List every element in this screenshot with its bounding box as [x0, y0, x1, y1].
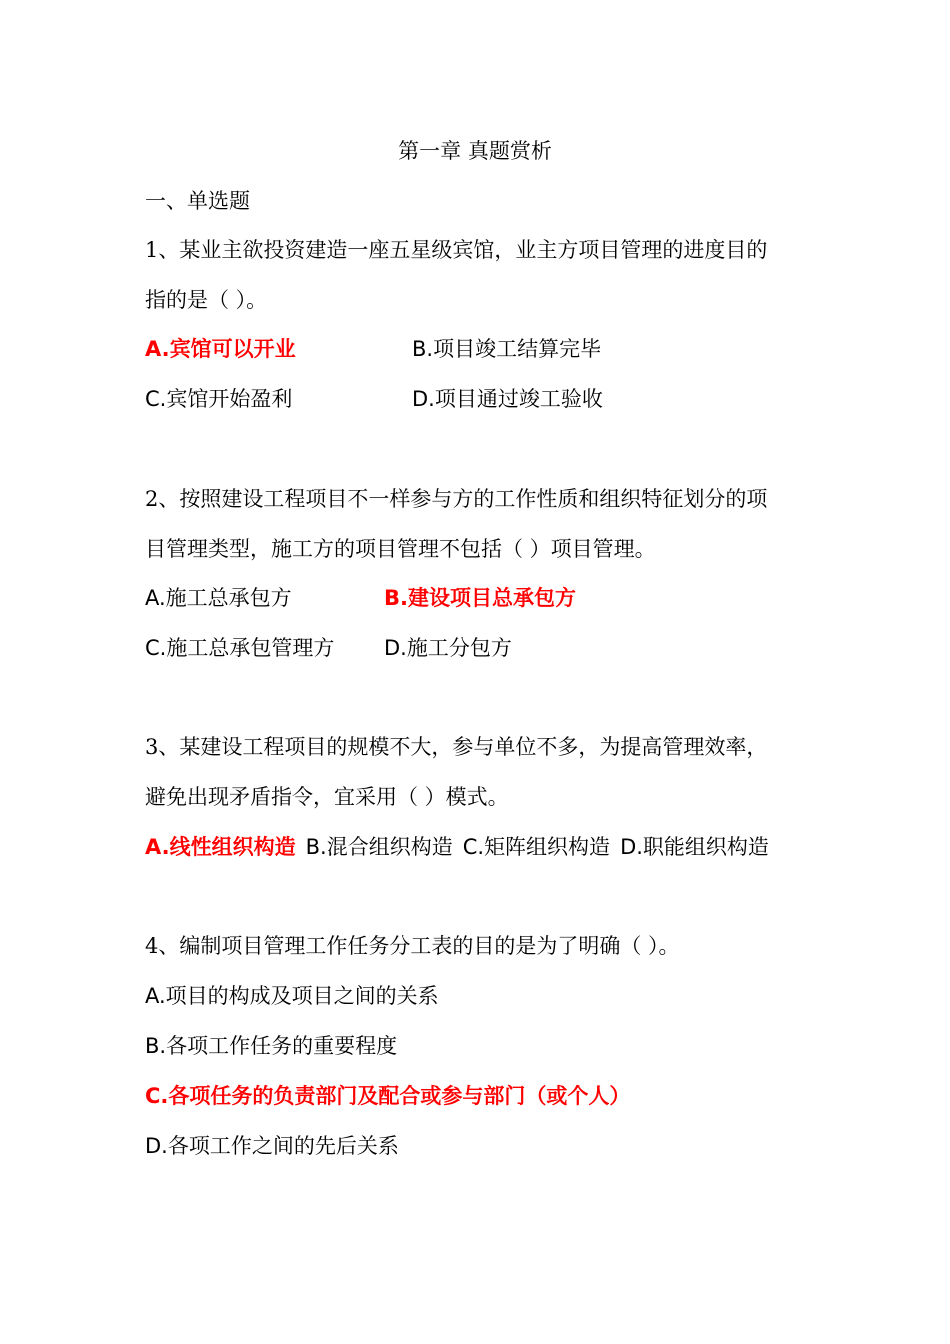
question-3-option-b: B.混合组织构造 — [305, 835, 453, 859]
question-4-option-b: B.各项工作任务的重要程度 — [145, 1034, 398, 1058]
question-4-option-a: A.项目的构成及项目之间的关系 — [145, 984, 439, 1008]
question-2-stem-line-2: 目管理类型，施工方的项目管理不包括（ ）项目管理。 — [145, 537, 656, 561]
question-2-option-d: D.施工分包方 — [384, 636, 512, 660]
section-heading: 一、单选题 — [145, 189, 250, 213]
question-4-option-d: D.各项工作之间的先后关系 — [145, 1134, 399, 1158]
question-2-option-a: A.施工总承包方 — [145, 586, 292, 610]
question-3-option-c: C.矩阵组织构造 — [462, 835, 611, 859]
question-3-options-row — [145, 832, 769, 862]
question-1-option-d: D.项目通过竣工验收 — [412, 387, 603, 411]
question-3-stem-line-1: 3、某建设工程项目的规模不大，参与单位不多，为提高管理效率， — [145, 735, 768, 759]
question-3-option-d: D.职能组织构造 — [620, 835, 769, 859]
question-2-option-b: B.建设项目总承包方 — [384, 585, 576, 610]
question-1-option-c: C.宾馆开始盈利 — [145, 387, 293, 411]
question-3-option-a: A.线性组织构造 — [145, 834, 296, 859]
question-1-option-a: A.宾馆可以开业 — [145, 336, 296, 361]
question-4-stem: 4、编制项目管理工作任务分工表的目的是为了明确（ ）。 — [145, 934, 680, 958]
question-1-stem-line-2: 指的是（ ）。 — [145, 288, 268, 312]
question-2-option-c: C.施工总承包管理方 — [145, 636, 335, 660]
question-3-stem-line-2: 避免出现矛盾指令，宜采用（ ）模式。 — [145, 785, 509, 809]
question-1-stem-line-1: 1、某业主欲投资建造一座五星级宾馆，业主方项目管理的进度目的 — [145, 238, 768, 262]
question-1-option-b: B.项目竣工结算完毕 — [412, 337, 602, 361]
chapter-title: 第一章 真题赏析 — [398, 139, 552, 163]
question-4-option-c: C.各项任务的负责部门及配合或参与部门（或个人） — [145, 1083, 631, 1108]
question-2-stem-line-1: 2、按照建设工程项目不一样参与方的工作性质和组织特征划分的项 — [145, 487, 768, 511]
